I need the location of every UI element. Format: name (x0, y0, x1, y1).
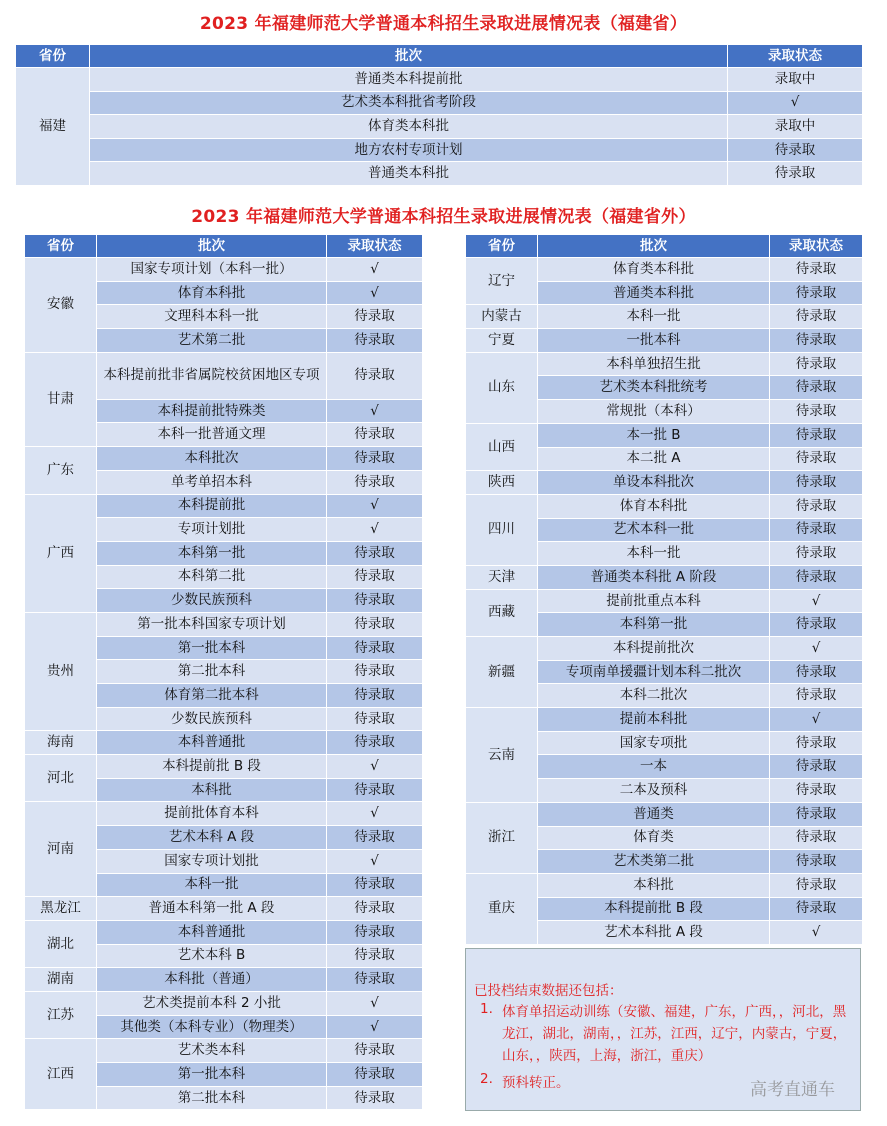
batch-cell: 本科一批 (538, 305, 770, 329)
status-cell: 待录取 (327, 873, 423, 897)
status-cell: 待录取 (327, 826, 423, 850)
header-status: 录取状态 (728, 45, 863, 68)
outside-table-left (24, 234, 423, 1110)
province-cell: 安徽 (25, 258, 97, 353)
status-cell: √ (770, 589, 863, 613)
batch-cell: 本科批 (97, 778, 327, 802)
table-row (25, 802, 423, 826)
title-fujian: 2023 年福建师范大学普通本科招生录取进展情况表（福建省） (199, 14, 688, 34)
notes-item1-number: 1. (480, 1001, 493, 1017)
batch-cell: 本科一批 (97, 873, 327, 897)
table-row (25, 755, 423, 779)
header-batch: 批次 (97, 235, 327, 258)
table-row (16, 138, 863, 162)
batch-cell: 普通类本科提前批 (90, 68, 728, 92)
batch-cell: 本科提前批次 (538, 637, 770, 661)
batch-cell: 本一批 B (538, 423, 770, 447)
status-cell: 待录取 (770, 376, 863, 400)
table-row (25, 731, 423, 755)
status-cell: 待录取 (327, 968, 423, 992)
status-cell: 待录取 (327, 636, 423, 660)
status-cell: 待录取 (770, 826, 863, 850)
batch-cell: 国家专项计划批 (97, 849, 327, 873)
batch-cell: 普通类 (538, 802, 770, 826)
table-row (25, 258, 423, 282)
batch-cell: 本科普通批 (97, 920, 327, 944)
status-cell: √ (327, 1015, 423, 1039)
table-row (466, 423, 863, 447)
status-cell: 待录取 (327, 660, 423, 684)
watermark: 高考直通车 (750, 1080, 835, 1100)
status-cell: 待录取 (728, 138, 863, 162)
status-cell: 待录取 (327, 920, 423, 944)
batch-cell: 一批本科 (538, 329, 770, 353)
table-row (466, 802, 863, 826)
batch-cell: 提前本科批 (538, 708, 770, 732)
batch-cell: 本科一批 (538, 542, 770, 566)
table-row (466, 589, 863, 613)
status-cell: 待录取 (327, 329, 423, 353)
header-status: 录取状态 (770, 235, 863, 258)
batch-cell: 体育本科批 (97, 281, 327, 305)
table-row (25, 447, 423, 471)
status-cell: 待录取 (770, 873, 863, 897)
batch-cell: 常规批（本科） (538, 400, 770, 424)
batch-cell: 本科一批普通文理 (97, 423, 327, 447)
status-cell: √ (770, 708, 863, 732)
batch-cell: 本科批次 (97, 447, 327, 471)
status-cell: 待录取 (770, 518, 863, 542)
table-row (25, 897, 423, 921)
status-cell: √ (327, 802, 423, 826)
batch-cell: 艺术本科 B (97, 944, 327, 968)
province-cell: 江西 (25, 1039, 97, 1110)
status-cell: 待录取 (770, 613, 863, 637)
status-cell: 待录取 (770, 258, 863, 282)
batch-cell: 少数民族预科 (97, 707, 327, 731)
batch-cell: 少数民族预科 (97, 589, 327, 613)
status-cell: √ (327, 258, 423, 282)
province-cell: 内蒙古 (466, 305, 538, 329)
batch-cell: 普通类本科批 A 阶段 (538, 565, 770, 589)
status-cell: 待录取 (770, 542, 863, 566)
title-outside-fujian: 2023 年福建师范大学普通本科招生录取进展情况表（福建省外） (191, 207, 696, 227)
batch-cell: 艺术本科批 A 段 (538, 921, 770, 945)
batch-cell: 本科二批次 (538, 684, 770, 708)
province-cell: 广西 (25, 494, 97, 612)
province-cell: 福建 (16, 68, 90, 186)
status-cell: √ (327, 991, 423, 1015)
status-cell: √ (327, 399, 423, 423)
status-cell: 待录取 (770, 660, 863, 684)
status-cell: 待录取 (327, 470, 423, 494)
province-cell: 陕西 (466, 471, 538, 495)
province-cell: 山东 (466, 352, 538, 423)
batch-cell: 二本及预科 (538, 779, 770, 803)
status-cell: 待录取 (770, 897, 863, 921)
province-cell: 黑龙江 (25, 897, 97, 921)
province-cell: 湖南 (25, 968, 97, 992)
table-header-row (466, 235, 863, 258)
header-province: 省份 (466, 235, 538, 258)
province-cell: 贵州 (25, 612, 97, 730)
table-row (466, 258, 863, 282)
batch-cell: 第一批本科 (97, 1063, 327, 1087)
status-cell: 待录取 (327, 1039, 423, 1063)
batch-cell: 本二批 A (538, 447, 770, 471)
status-cell: 待录取 (770, 565, 863, 589)
batch-cell: 普通类本科批 (90, 162, 728, 186)
batch-cell: 艺术本科 A 段 (97, 826, 327, 850)
batch-cell: 本科第一批 (538, 613, 770, 637)
status-cell: 待录取 (770, 447, 863, 471)
status-cell: 待录取 (327, 589, 423, 613)
table-row (16, 162, 863, 186)
status-cell: √ (327, 281, 423, 305)
header-batch: 批次 (538, 235, 770, 258)
status-cell: √ (770, 921, 863, 945)
table-row (466, 352, 863, 376)
batch-cell: 本科批（普通） (97, 968, 327, 992)
notes-item2-text: 预科转正。 (502, 1075, 570, 1091)
batch-cell: 体育类 (538, 826, 770, 850)
batch-cell: 第二批本科 (97, 1086, 327, 1110)
status-cell: 待录取 (770, 802, 863, 826)
notes-item2-number: 2. (480, 1071, 493, 1087)
table-row (466, 305, 863, 329)
table-header-row (25, 235, 423, 258)
province-cell: 辽宁 (466, 258, 538, 305)
status-cell: 待录取 (327, 944, 423, 968)
batch-cell: 艺术类本科批省考阶段 (90, 91, 728, 115)
batch-cell: 专项南单援疆计划本科二批次 (538, 660, 770, 684)
province-cell: 西藏 (466, 589, 538, 636)
batch-cell: 体育本科批 (538, 494, 770, 518)
batch-cell: 艺术本科一批 (538, 518, 770, 542)
table-row (466, 637, 863, 661)
status-cell: √ (327, 494, 423, 518)
header-status: 录取状态 (327, 235, 423, 258)
table-row (25, 352, 423, 399)
province-cell: 云南 (466, 708, 538, 803)
province-cell: 广东 (25, 447, 97, 494)
batch-cell: 普通本科第一批 A 段 (97, 897, 327, 921)
province-cell: 河南 (25, 802, 97, 897)
province-cell: 天津 (466, 565, 538, 589)
status-cell: 待录取 (327, 897, 423, 921)
batch-cell: 本科第一批 (97, 541, 327, 565)
province-cell: 山西 (466, 423, 538, 470)
status-cell: 待录取 (770, 731, 863, 755)
status-cell: √ (327, 849, 423, 873)
status-cell: 待录取 (770, 329, 863, 353)
status-cell: √ (327, 518, 423, 542)
province-cell: 重庆 (466, 873, 538, 944)
status-cell: 待录取 (327, 1086, 423, 1110)
batch-cell: 提前批体育本科 (97, 802, 327, 826)
batch-cell: 第二批本科 (97, 660, 327, 684)
status-cell: 待录取 (327, 352, 423, 399)
batch-cell: 一本 (538, 755, 770, 779)
batch-cell: 第一批本科国家专项计划 (97, 612, 327, 636)
status-cell: 待录取 (770, 684, 863, 708)
status-cell: 待录取 (770, 423, 863, 447)
fujian-table (15, 44, 863, 186)
header-batch: 批次 (90, 45, 728, 68)
batch-cell: 国家专项批 (538, 731, 770, 755)
batch-cell: 体育类本科批 (538, 258, 770, 282)
status-cell: 待录取 (327, 447, 423, 471)
table-row (466, 329, 863, 353)
status-cell: 待录取 (327, 1063, 423, 1087)
status-cell: 待录取 (327, 423, 423, 447)
batch-cell: 本科提前批特殊类 (97, 399, 327, 423)
notes-heading: 已投档结束数据还包括： (474, 983, 623, 999)
status-cell: 录取中 (728, 115, 863, 139)
province-cell: 湖北 (25, 920, 97, 967)
province-cell: 海南 (25, 731, 97, 755)
status-cell: 待录取 (327, 541, 423, 565)
province-cell: 新疆 (466, 637, 538, 708)
status-cell: √ (770, 637, 863, 661)
status-cell: 待录取 (770, 281, 863, 305)
province-cell: 河北 (25, 755, 97, 802)
batch-cell: 本科提前批 (97, 494, 327, 518)
status-cell: 待录取 (327, 731, 423, 755)
province-cell: 四川 (466, 494, 538, 565)
table-row (16, 68, 863, 92)
batch-cell: 国家专项计划（本科一批） (97, 258, 327, 282)
batch-cell: 单考单招本科 (97, 470, 327, 494)
table-row (466, 471, 863, 495)
province-cell: 浙江 (466, 802, 538, 873)
batch-cell: 本科提前批非省属院校贫困地区专项 (97, 352, 327, 399)
province-cell: 宁夏 (466, 329, 538, 353)
table-row (25, 991, 423, 1015)
batch-cell: 文理科本科一批 (97, 305, 327, 329)
table-row (16, 91, 863, 115)
batch-cell: 其他类（本科专业）（物理类） (97, 1015, 327, 1039)
table-row (16, 115, 863, 139)
table-row (25, 920, 423, 944)
status-cell: 待录取 (770, 352, 863, 376)
outside-table-right (465, 234, 863, 945)
status-cell: 待录取 (327, 778, 423, 802)
status-cell: 待录取 (327, 684, 423, 708)
table-row (466, 494, 863, 518)
batch-cell: 专项计划批 (97, 518, 327, 542)
table-row (466, 565, 863, 589)
table-row (25, 494, 423, 518)
status-cell: 待录取 (728, 162, 863, 186)
province-cell: 甘肃 (25, 352, 97, 446)
status-cell: 待录取 (770, 471, 863, 495)
batch-cell: 艺术类本科 (97, 1039, 327, 1063)
status-cell: √ (327, 755, 423, 779)
status-cell: 录取中 (728, 68, 863, 92)
batch-cell: 地方农村专项计划 (90, 138, 728, 162)
batch-cell: 普通类本科批 (538, 281, 770, 305)
table-row (25, 1039, 423, 1063)
batch-cell: 本科单独招生批 (538, 352, 770, 376)
status-cell: 待录取 (770, 779, 863, 803)
batch-cell: 艺术第二批 (97, 329, 327, 353)
batch-cell: 提前批重点本科 (538, 589, 770, 613)
batch-cell: 艺术类本科批统考 (538, 376, 770, 400)
status-cell: √ (728, 91, 863, 115)
batch-cell: 艺术类第二批 (538, 850, 770, 874)
header-province: 省份 (16, 45, 90, 68)
batch-cell: 单设本科批次 (538, 471, 770, 495)
table-row (25, 968, 423, 992)
batch-cell: 艺术类提前本科 2 小批 (97, 991, 327, 1015)
status-cell: 待录取 (770, 755, 863, 779)
status-cell: 待录取 (770, 494, 863, 518)
batch-cell: 本科第二批 (97, 565, 327, 589)
notes-item1-text: 体育单招运动训练（安徽、福建，广东，广西，，河北，黑龙江，湖北，湖南，，江苏，江西，辽宁，内蒙古，宁夏，山东，，陕西，上海，浙江，重庆） (502, 1004, 847, 1064)
status-cell: 待录取 (770, 400, 863, 424)
batch-cell: 本科普通批 (97, 731, 327, 755)
batch-cell: 本科批 (538, 873, 770, 897)
batch-cell: 体育第二批本科 (97, 684, 327, 708)
status-cell: 待录取 (327, 612, 423, 636)
table-row (466, 873, 863, 897)
table-row (466, 708, 863, 732)
status-cell: 待录取 (327, 305, 423, 329)
batch-cell: 本科提前批 B 段 (97, 755, 327, 779)
status-cell: 待录取 (770, 305, 863, 329)
batch-cell: 本科提前批 B 段 (538, 897, 770, 921)
status-cell: 待录取 (770, 850, 863, 874)
table-row (25, 612, 423, 636)
batch-cell: 体育类本科批 (90, 115, 728, 139)
status-cell: 待录取 (327, 565, 423, 589)
province-cell: 江苏 (25, 991, 97, 1038)
table-header-row (16, 45, 863, 68)
status-cell: 待录取 (327, 707, 423, 731)
header-province: 省份 (25, 235, 97, 258)
batch-cell: 第一批本科 (97, 636, 327, 660)
